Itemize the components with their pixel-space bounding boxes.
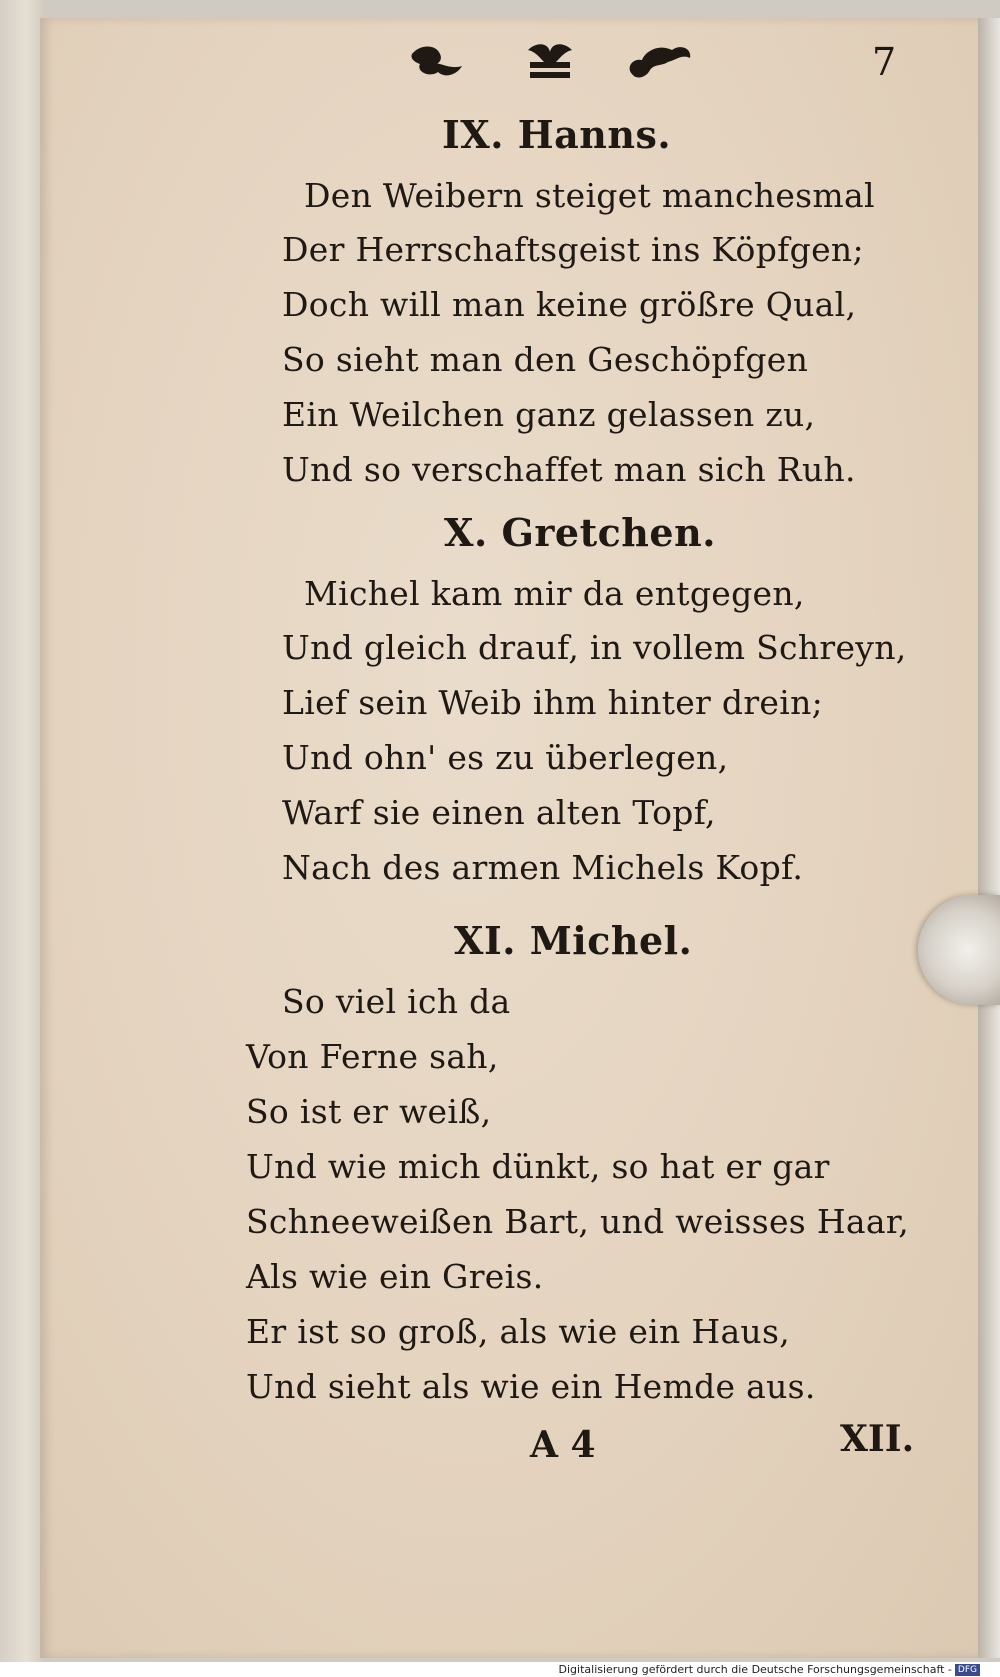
verse-line: So ist er weiß, bbox=[246, 1092, 492, 1131]
digitization-credit-text: Digitalisierung gefördert durch die Deutsche Forschungsgemeinschaft - bbox=[558, 1663, 952, 1676]
verse-line: So viel ich da bbox=[282, 982, 511, 1021]
previous-page-edge bbox=[0, 0, 44, 1662]
verse-line: Von Ferne sah, bbox=[246, 1037, 499, 1076]
catchword: XII. bbox=[840, 1418, 915, 1460]
verse-line: Den Weibern steiget manchesmal bbox=[304, 176, 875, 215]
verse-line: Und so verschaffet man sich Ruh. bbox=[282, 450, 856, 489]
dfg-logo: DFG bbox=[955, 1664, 980, 1676]
page-number: 7 bbox=[872, 40, 897, 84]
signature-mark: A 4 bbox=[530, 1424, 596, 1466]
page-right-edge bbox=[978, 18, 1000, 1658]
ornament-right-icon bbox=[630, 47, 691, 77]
section-heading: IX. Hanns. bbox=[442, 112, 672, 157]
header-ornament bbox=[410, 40, 710, 86]
verse-line: Und wie mich dünkt, so hat er gar bbox=[246, 1147, 830, 1186]
digitization-credit bbox=[559, 1662, 980, 1677]
verse-line: Nach des armen Michels Kopf. bbox=[282, 848, 804, 887]
verse-line: Warf sie einen alten Topf, bbox=[282, 793, 716, 832]
verse-line: Und gleich drauf, in vollem Schreyn, bbox=[282, 628, 907, 667]
verse-line: Schneeweißen Bart, und weisses Haar, bbox=[246, 1202, 910, 1241]
verse-line: Er ist so groß, als wie ein Haus, bbox=[246, 1312, 791, 1351]
verse-line: Und ohn' es zu überlegen, bbox=[282, 738, 729, 777]
section-heading: XI. Michel. bbox=[454, 918, 693, 963]
verse-line: Ein Weilchen ganz gelassen zu, bbox=[282, 395, 816, 434]
verse-line: Michel kam mir da entgegen, bbox=[304, 574, 805, 613]
verse-line: Der Herrschaftsgeist ins Köpfgen; bbox=[282, 230, 864, 269]
verse-line: Doch will man keine größre Qual, bbox=[282, 285, 857, 324]
verse-line: Und sieht als wie ein Hemde aus. bbox=[246, 1367, 816, 1406]
ornament-center-icon bbox=[528, 44, 572, 78]
section-heading: X. Gretchen. bbox=[444, 510, 716, 555]
verse-line: Als wie ein Greis. bbox=[246, 1257, 544, 1296]
verse-line: So sieht man den Geschöpfgen bbox=[282, 340, 809, 379]
ornament-left-icon bbox=[411, 47, 462, 76]
verse-line: Lief sein Weib ihm hinter drein; bbox=[282, 683, 824, 722]
